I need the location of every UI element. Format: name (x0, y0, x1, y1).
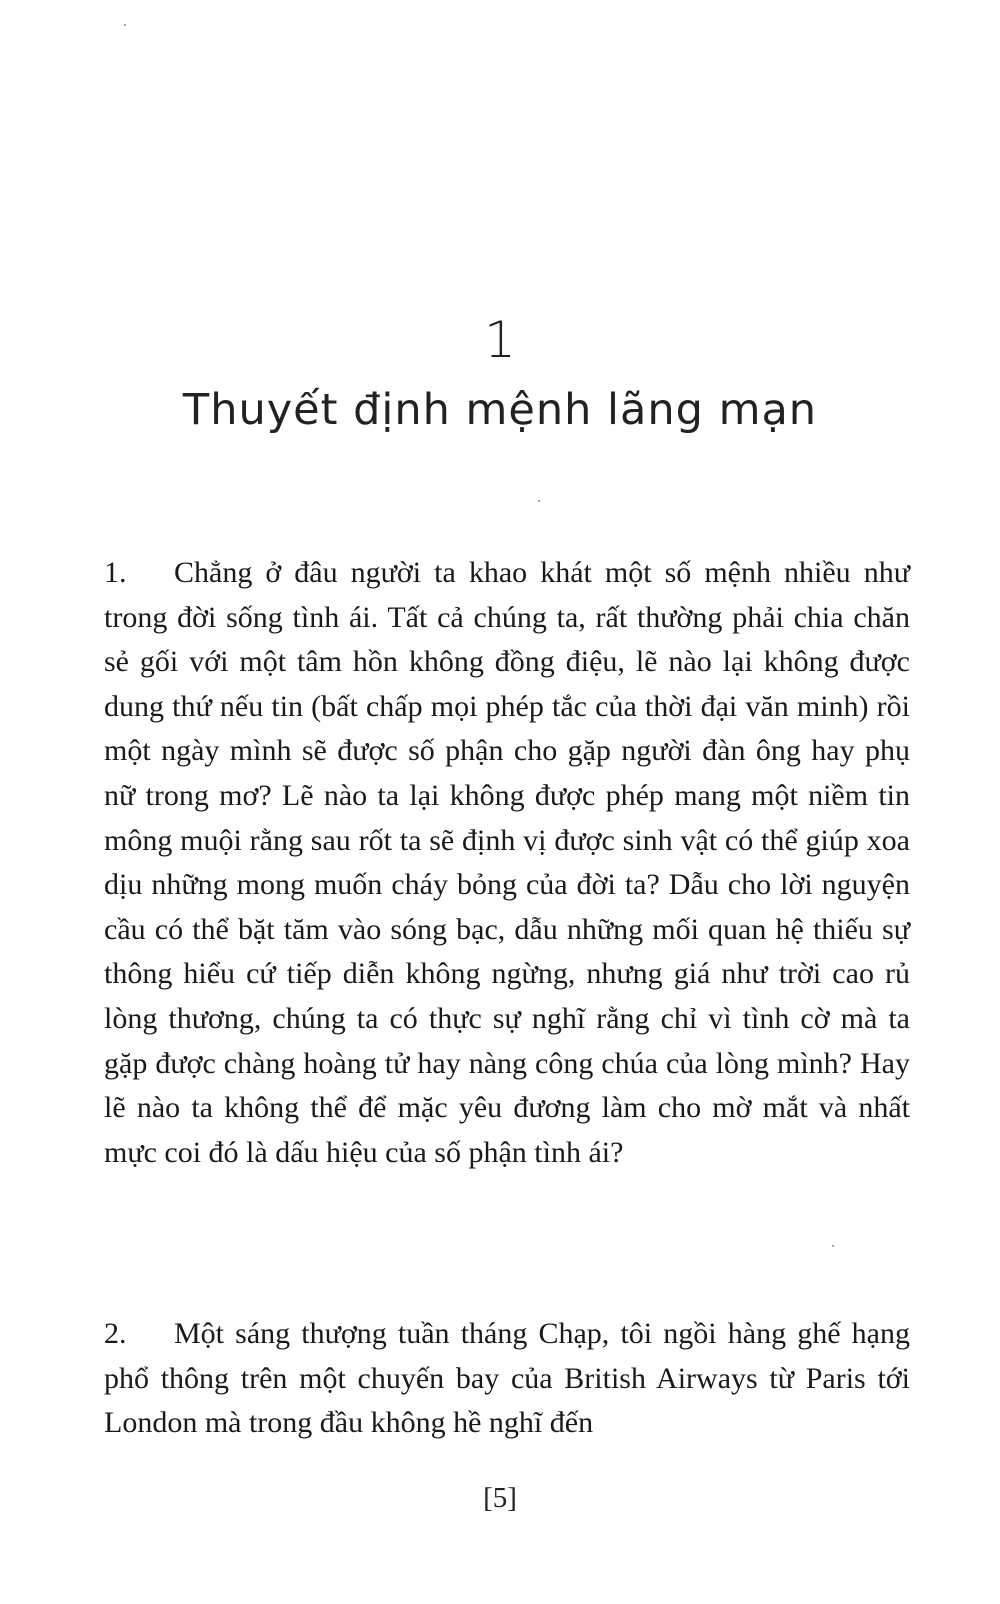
chapter-title: Thuyết định mệnh lãng mạn (182, 385, 818, 435)
paragraph-number: 2. (104, 1317, 127, 1350)
scan-speck (538, 500, 540, 502)
paragraph-2 (104, 1312, 910, 1446)
paragraph-1 (104, 551, 910, 1175)
scan-speck (832, 1245, 834, 1247)
scan-speck (124, 24, 126, 26)
page-number: [5] (483, 1482, 517, 1514)
chapter-number: 1 (484, 311, 516, 369)
paragraph-text: Chẳng ở đâu người ta khao khát một số mệnh nhiều như trong đời sống tình ái. Tất cả chúng ta, rất thường phải chia chăn sẻ gối với một tâm hồn không đồng điệu, lẽ nào lại không được dung thứ nếu tin (bất chấp mọi phép tắc của thời đại văn minh) rồi một ngày mình sẽ được số phận cho gặp người đàn ông hay phụ nữ trong mơ? Lẽ nào ta lại không được phép mang một niềm tin mông muội rằng sau rốt ta sẽ định vị được sinh vật có thể giúp xoa dịu những mong muốn cháy bỏng của đời ta? Dẫu cho lời nguyện cầu có thể bặt tăm vào sóng bạc, dẫu những mối quan hệ thiếu sự thông hiểu cứ tiếp diễn không ngừng, nhưng giá như trời cao rủ lòng thương, chúng ta có thực sự nghĩ rằng chỉ vì tình cờ mà ta gặp được chàng hoàng tử hay nàng công chúa của lòng mình? Hay lẽ nào ta không thể để mặc yêu đương làm cho mờ mắt và nhất mực coi đó là dấu hiệu của số phận tình ái? (104, 556, 910, 1169)
paragraph-number: 1. (104, 556, 127, 589)
paragraph-text: Một sáng thượng tuần tháng Chạp, tôi ngồi hàng ghế hạng phổ thông trên một chuyến bay của British Airways từ Paris tới London mà trong đầu không hề nghĩ đến (104, 1317, 910, 1440)
